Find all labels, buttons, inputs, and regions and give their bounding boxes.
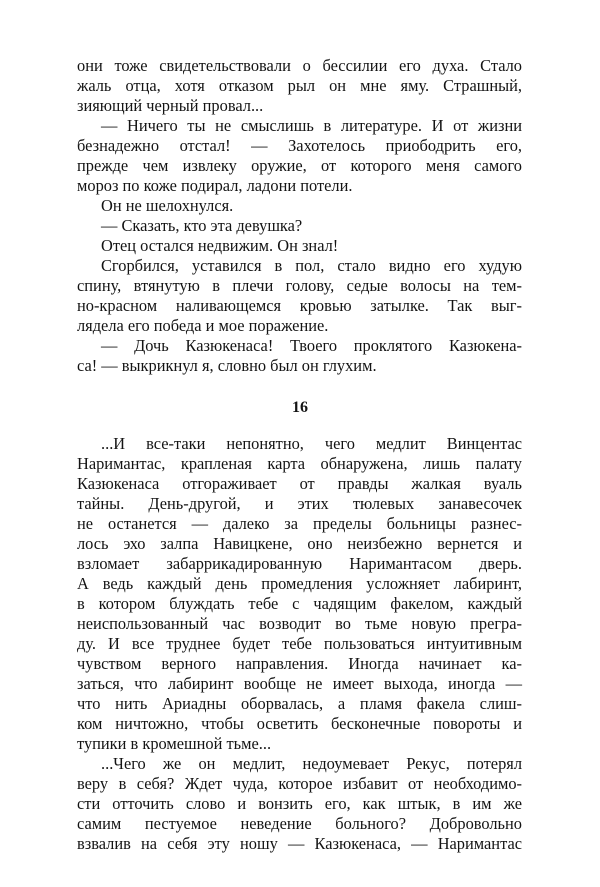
text-line: — Сказать, кто эта девушка? — [101, 216, 303, 235]
text-line: сти отточить слово и вонзить его, как штык, в им же — [77, 794, 522, 813]
text-line: ...И все-таки непонятно, чего медлит Винцентас — [101, 434, 522, 453]
text-line: А ведь каждый день промедления усложняет лабиринт, — [77, 574, 522, 593]
text-line: лядела его победа и мое поражение. — [77, 316, 329, 335]
text-line: лось эхо залпа Навицкене, оно неизбежно вернется и — [77, 534, 522, 553]
text-line: взломает забаррикадированную Наримантасом дверь. — [77, 554, 522, 573]
text-line: зияющий черный провал... — [77, 96, 264, 115]
text-line: ком ничтожно, чтобы осветить бесконечные повороты и — [77, 714, 522, 733]
text-line: чувством верного направления. Иногда начинает ка- — [77, 654, 522, 673]
text-line: ду. И все труднее будет тебе пользоваться интуитивным — [77, 634, 522, 653]
text-line: заться, что лабиринт вообще не имеет выхода, иногда — — [77, 674, 522, 693]
text-line: Сгорбился, уставился в пол, стало видно его худую — [101, 256, 522, 275]
text-line: мороз по коже подирал, ладони потели. — [77, 176, 353, 195]
text-line: что нить Ариадны оборвалась, а пламя факела слиш- — [77, 694, 522, 713]
text-line: в котором блуждать тебе с чадящим факелом, каждый — [77, 594, 522, 613]
text-line: но-красном наливающемся кровью затылке. Так выг- — [77, 296, 522, 315]
chapter-number: 16 — [292, 399, 308, 416]
text-line: Отец остался недвижим. Он знал! — [101, 236, 339, 255]
text-line: — Дочь Казюкенаса! Твоего проклятого Казюкена- — [101, 336, 522, 355]
text-line: не останется — далеко за пределы больницы разнес- — [77, 514, 522, 533]
text-line: тайны. День-другой, и этих тюлевых занавесочек — [77, 494, 522, 513]
text-line: они тоже свидетельствовали о бессилии его духа. Стало — [77, 56, 522, 75]
text-line: взвалив на себя эту ношу — Казюкенаса, — Наримантас — [77, 834, 522, 853]
text-line: Он не шелохнулся. — [101, 196, 234, 215]
text-line: самим пестуемое неведение больного? Добровольно — [77, 814, 522, 833]
text-line: прежде чем извлеку оружие, от которого меня самого — [77, 156, 522, 175]
text-line: — Ничего ты не смыслишь в литературе. И от жизни — [101, 116, 522, 135]
text-line: веру в себя? Ждет чуда, которое избавит от необходимо- — [77, 774, 522, 793]
text-line: са! — выкрикнул я, словно был он глухим. — [77, 356, 377, 375]
text-line: Наримантас, крапленая карта обнаружена, лишь палату — [77, 454, 522, 473]
text-line: Казюкенаса отгораживает от правды жалкая вуаль — [77, 474, 522, 493]
text-line: тупики в кромешной тьме... — [77, 734, 272, 753]
text-line: неиспользованный час возводит во тьме новую прегра- — [77, 614, 522, 633]
text-line: безнадежно отстал! — Захотелось приободрить его, — [77, 136, 522, 155]
text-line: жаль отца, хотя отказом рыл он мне яму. Страшный, — [77, 76, 522, 95]
text-line: ...Чего же он медлит, недоумевает Рекус, потерял — [101, 754, 522, 773]
text-line: спину, втянутую в плечи голову, седые волосы на тем- — [77, 276, 522, 295]
